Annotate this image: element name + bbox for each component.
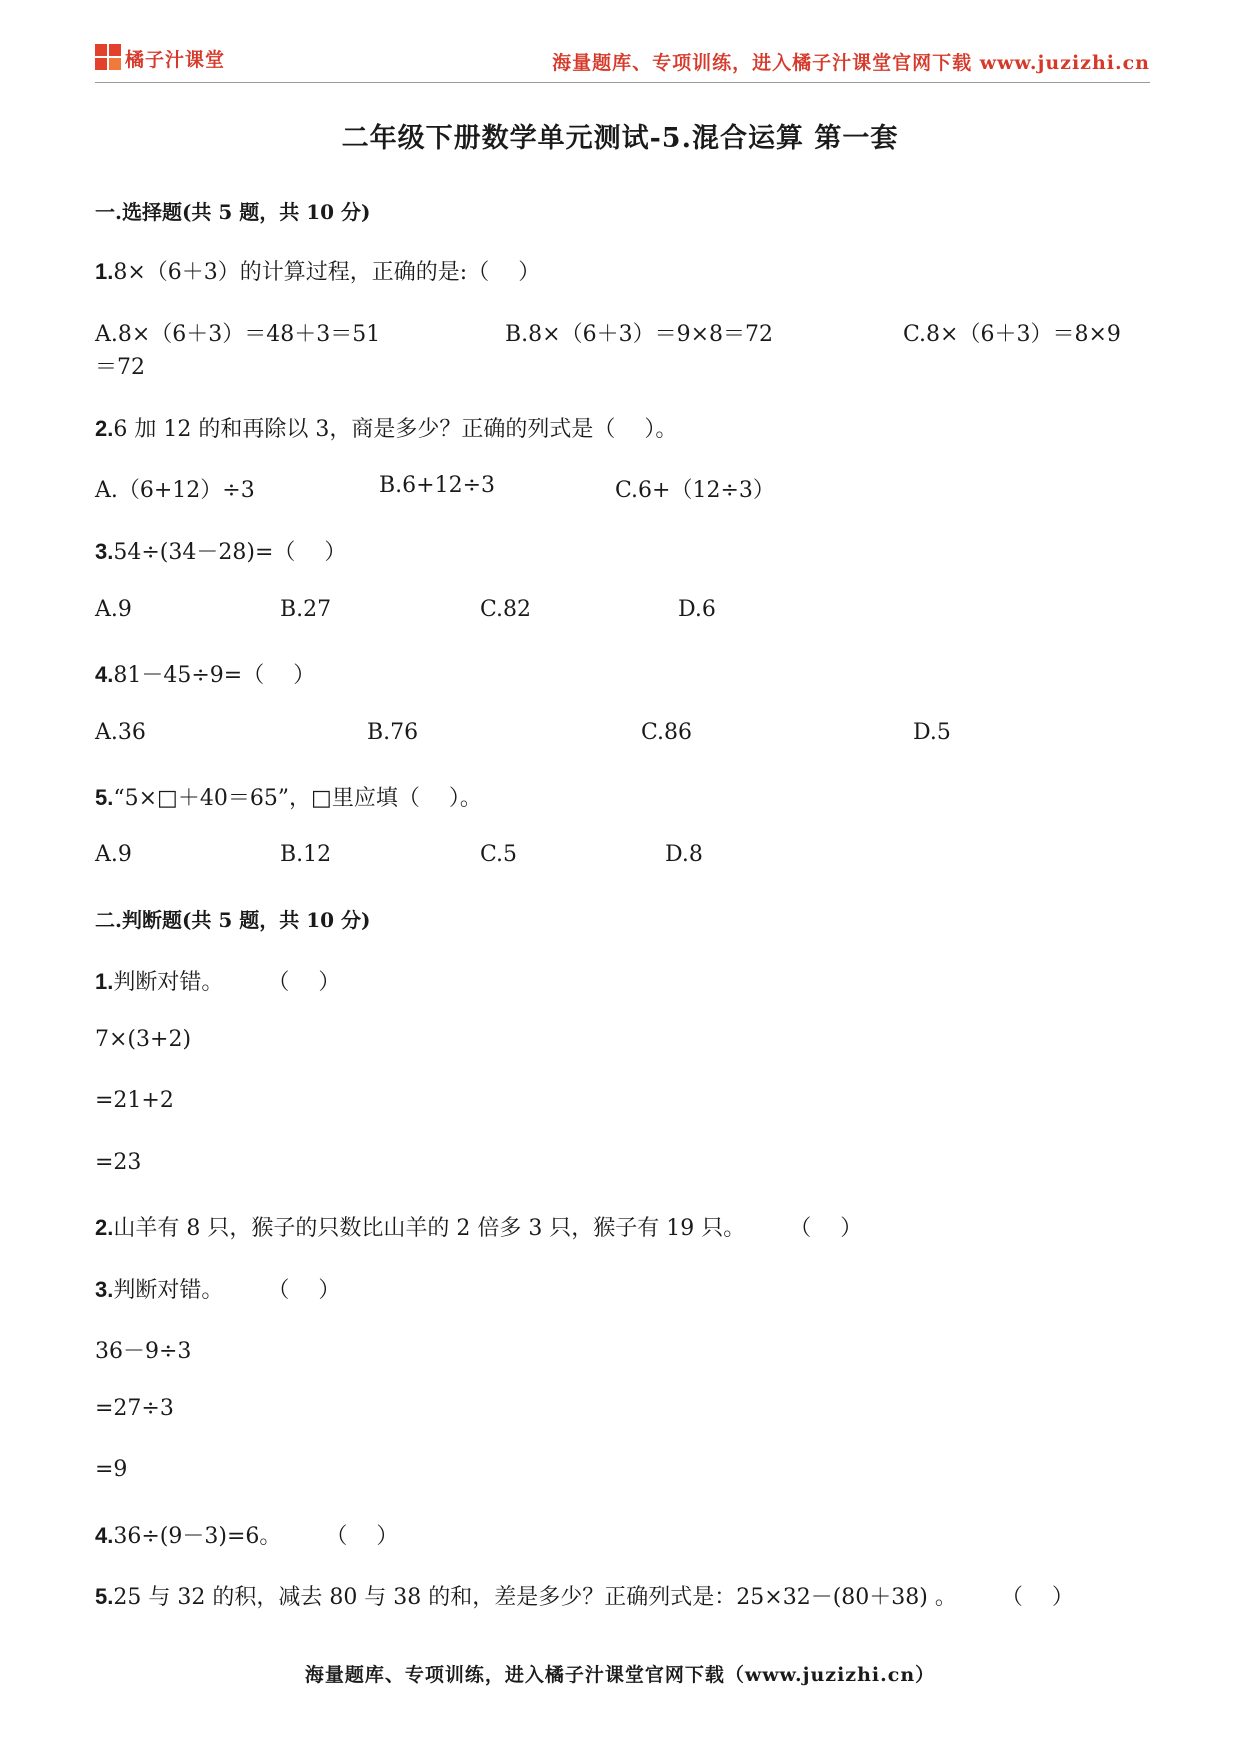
- expression-line: =21+2: [95, 1088, 174, 1113]
- page-title: 二年级下册数学单元测试-5.混合运算 第一套: [341, 123, 899, 154]
- option-b: B.12: [280, 842, 332, 867]
- option-a: A.9: [95, 597, 132, 622]
- question-2: [95, 412, 677, 443]
- option-c: C.86: [641, 720, 693, 745]
- option-c: C.82: [480, 597, 532, 622]
- question-number: 4.: [95, 1523, 114, 1548]
- question-number: 1.: [95, 969, 114, 994]
- question-text: 判断对错。 （ ）: [113, 970, 341, 995]
- option-d: D.6: [678, 597, 716, 622]
- question-number: 4.: [95, 662, 114, 687]
- option-b: B.6+12÷3: [379, 473, 496, 498]
- question-text: 25 与 32 的积，减去 80 与 38 的和，差是多少？正确列式是：25×32－(80＋38) 。 （ ）: [113, 1585, 1074, 1610]
- option-c: C.6+（12÷3）: [615, 478, 775, 503]
- judge-question-2: [95, 1211, 862, 1242]
- option-b: B.8×（6＋3）＝9×8＝72: [505, 322, 774, 347]
- expression-line: =23: [95, 1150, 142, 1175]
- option-c: C.5: [480, 842, 518, 867]
- question-number: 3.: [95, 539, 114, 564]
- section-heading-choice: 一.选择题(共 5 题，共 10 分): [95, 200, 371, 224]
- option-b: B.27: [280, 597, 332, 622]
- question-number: 5.: [95, 785, 114, 810]
- option-a: A.36: [95, 720, 146, 745]
- option-c: C.8×（6＋3）＝8×9: [903, 322, 1121, 347]
- expression-line: 7×(3+2): [95, 1027, 192, 1052]
- option-a: A.9: [95, 842, 132, 867]
- question-text: 山羊有 8 只，猴子的只数比山羊的 2 倍多 3 只，猴子有 19 只。 （ ）: [113, 1216, 863, 1241]
- expression-line: =9: [95, 1457, 128, 1482]
- expression-line: =27÷3: [95, 1396, 174, 1421]
- option-d: D.8: [665, 842, 703, 867]
- question-text: 36÷(9－3)=6。 （ ）: [113, 1524, 399, 1549]
- expression-line: 36－9÷3: [95, 1339, 192, 1364]
- question-3: [95, 535, 346, 566]
- option-c-continued: ＝72: [95, 355, 145, 380]
- option-a: A.8×（6＋3）＝48＋3＝51: [95, 322, 381, 347]
- question-4: [95, 658, 315, 689]
- question-number: 1.: [95, 259, 114, 284]
- orange-blocks-icon: [95, 44, 121, 72]
- question-number: 5.: [95, 1584, 114, 1609]
- question-text: 判断对错。 （ ）: [113, 1278, 341, 1303]
- brand-logo: [95, 44, 225, 72]
- judge-question-1: [95, 965, 340, 996]
- question-1: [95, 255, 540, 286]
- option-b: B.76: [367, 720, 419, 745]
- question-number: 2.: [95, 1215, 114, 1240]
- judge-question-4: [95, 1519, 398, 1550]
- question-text: 54÷(34－28)=（ ）: [113, 540, 347, 565]
- option-a: A.（6+12）÷3: [95, 478, 255, 503]
- question-5: [95, 781, 482, 812]
- judge-question-5: [95, 1580, 1074, 1611]
- question-number: 3.: [95, 1277, 114, 1302]
- judge-question-3: [95, 1273, 340, 1304]
- page-footer: 海量题库、专项训练，进入橘子汁课堂官网下载（www.juzizhi.cn）: [304, 1664, 936, 1686]
- question-text: 81－45÷9=（ ）: [113, 663, 316, 688]
- section-heading-judge: 二.判断题(共 5 题，共 10 分): [95, 908, 371, 932]
- option-d: D.5: [913, 720, 951, 745]
- question-text: 8×（6＋3）的计算过程，正确的是:（ ）: [113, 260, 541, 285]
- logo-text: 橘子汁课堂: [125, 48, 226, 71]
- page-header: [95, 40, 1150, 83]
- question-text: “5×□＋40＝65”，□里应填（ ）。: [113, 786, 482, 811]
- header-slogan: 海量题库、专项训练，进入橘子汁课堂官网下载 www.juzizhi.cn: [552, 52, 1150, 74]
- question-number: 2.: [95, 416, 114, 441]
- question-text: 6 加 12 的和再除以 3，商是多少？正确的列式是（ ）。: [113, 417, 678, 442]
